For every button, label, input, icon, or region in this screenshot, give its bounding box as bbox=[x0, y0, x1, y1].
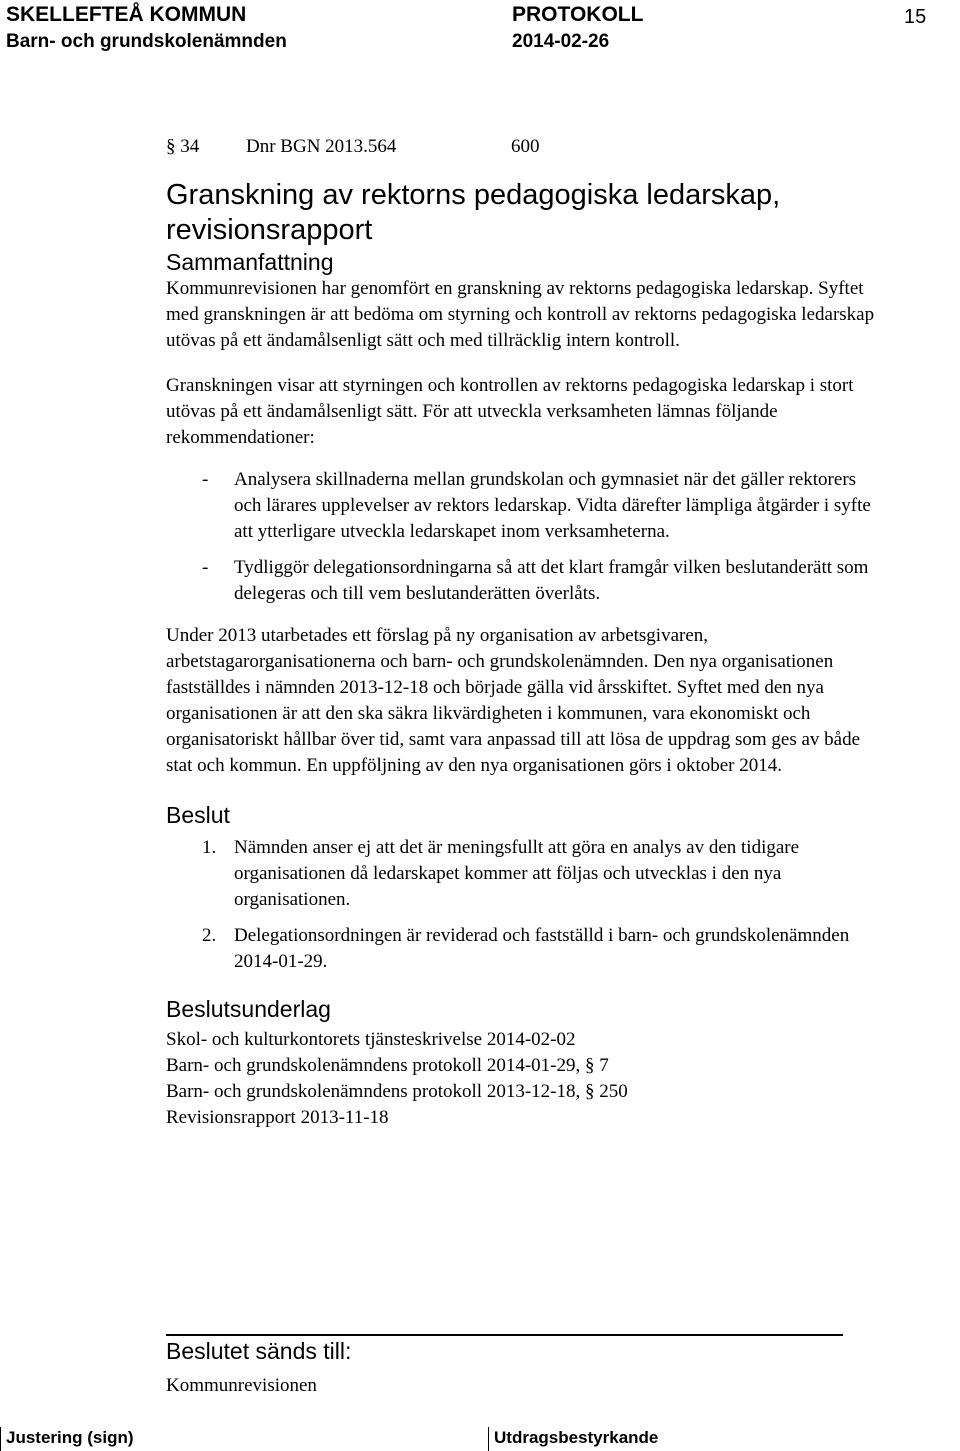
list-item bbox=[166, 467, 876, 545]
distribution-recipient: Kommunrevisionen bbox=[166, 1375, 317, 1396]
summary-heading: Sammanfattning bbox=[166, 249, 334, 275]
signature-label: Justering (sign) bbox=[6, 1428, 134, 1447]
recommendation-list bbox=[166, 467, 876, 607]
decision-list bbox=[166, 835, 876, 975]
basis-list bbox=[166, 1027, 876, 1131]
document-type: PROTOKOLL bbox=[512, 3, 644, 26]
basis-item: Barn- och grundskolenämndens protokoll 2014-01-29, § 7 bbox=[166, 1055, 609, 1076]
document-body bbox=[166, 128, 876, 1131]
basis-item: Skol- och kulturkontorets tjänsteskrivelse 2014-02-02 bbox=[166, 1029, 576, 1050]
list-marker: 2. bbox=[202, 925, 217, 946]
basis-heading: Beslutsunderlag bbox=[166, 996, 331, 1022]
case-title: Granskning av rektorns pedagogiska ledarskap, revisionsrapport bbox=[166, 179, 781, 246]
list-item bbox=[166, 923, 876, 975]
certificate-label: Utdragsbestyrkande bbox=[494, 1428, 659, 1447]
summary-paragraph-1: Kommunrevisionen har genomfört en granskning av rektorns pedagogiska ledarskap. Syftet med granskningen är att bedöma om styrning och kontroll av rektorns pedagogiska ledarskap utövas på ett ändamålsenligt sätt och med tillräcklig intern kontroll. bbox=[166, 278, 875, 351]
paragraph-number: § 34 bbox=[166, 136, 200, 157]
board-name: Barn- och grundskolenämnden bbox=[6, 31, 287, 52]
protocol-date: 2014-02-26 bbox=[512, 31, 610, 52]
summary-paragraph-2: Granskningen visar att styrningen och kontrollen av rektorns pedagogiska ledarskap i stort utövas på ett ändamålsenligt sätt. För att utveckla verksamheten lämnas följande rekommendationer: bbox=[166, 375, 854, 448]
list-marker: 1. bbox=[202, 837, 217, 858]
list-item-text: Tydliggör delegationsordningarna så att det klart framgår vilken beslutanderätt som delegeras och till vem beslutanderätten överlåts. bbox=[234, 557, 869, 604]
list-marker: - bbox=[202, 469, 209, 490]
organization-name: SKELLEFTEÅ KOMMUN bbox=[6, 3, 247, 26]
list-item-text: Analysera skillnaderna mellan grundskolan och gymnasiet när det gäller rektorers och lärares upplevelser av rektors ledarskap. Vidta därefter lämpliga åtgärder i syfte att ytterligare utveckla ledarskapet inom verksamheterna. bbox=[234, 469, 871, 542]
list-item bbox=[166, 835, 876, 913]
page-number: 15 bbox=[904, 6, 927, 28]
divider-line bbox=[166, 1334, 843, 1336]
diary-number: Dnr BGN 2013.564 bbox=[246, 136, 397, 157]
basis-item: Revisionsrapport 2013-11-18 bbox=[166, 1107, 389, 1128]
footer-divider bbox=[0, 1427, 1, 1451]
list-item-text: Nämnden anser ej att det är meningsfullt att göra en analys av den tidigare organisationen då ledarskapet kommer att följas och utvecklas i den nya organisationen. bbox=[234, 837, 800, 910]
list-marker: - bbox=[202, 557, 209, 578]
footer-divider bbox=[488, 1427, 489, 1451]
basis-item: Barn- och grundskolenämndens protokoll 2013-12-18, § 250 bbox=[166, 1081, 628, 1102]
list-item bbox=[166, 555, 876, 607]
list-item-text: Delegationsordningen är reviderad och fastställd i barn- och grundskolenämnden 2014-01-29. bbox=[234, 925, 850, 972]
archive-code: 600 bbox=[511, 136, 540, 157]
decision-heading: Beslut bbox=[166, 802, 230, 828]
case-number-row bbox=[166, 128, 876, 166]
summary-paragraph-3: Under 2013 utarbetades ett förslag på ny organisation av arbetsgivaren, arbetstagarorganisationerna och barn- och grundskolenämnden. Den nya organisationen fastställdes i nämnden 2013-12-18 och började gälla vid årsskiftet. Syftet med den nya organisationen är att den ska säkra likvärdigheten i kommunen, vara ekonomiskt och organisatoriskt hållbar över tid, samt vara anpassad till att lösa de uppdrag som ges av både stat och kommun. En uppföljning av den nya organisationen görs i oktober 2014. bbox=[166, 625, 861, 776]
distribution-heading: Beslutet sänds till: bbox=[166, 1338, 352, 1364]
